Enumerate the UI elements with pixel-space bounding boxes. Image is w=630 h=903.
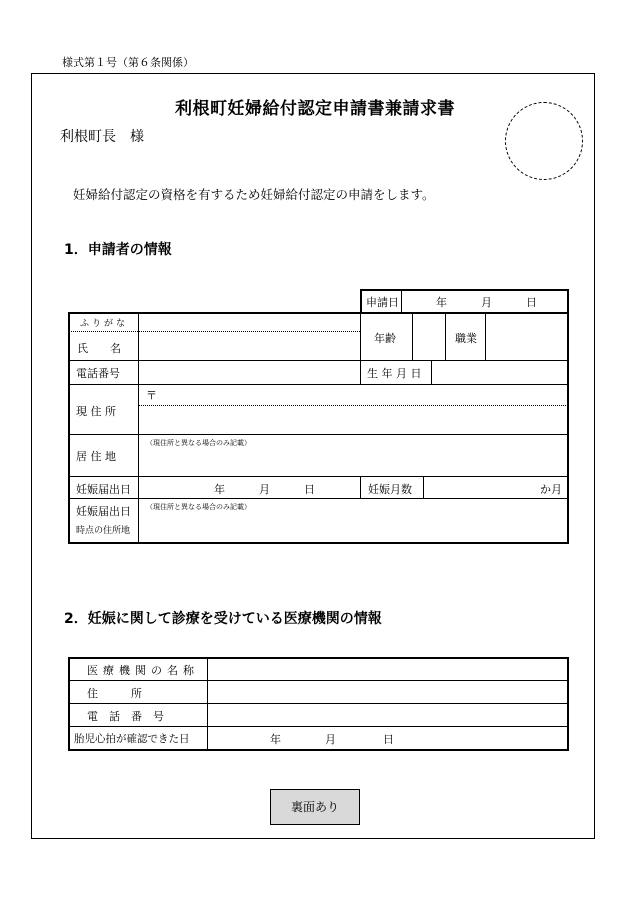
notice-address-label-2: 時点の住所地: [76, 526, 131, 536]
furigana-field[interactable]: [139, 314, 360, 331]
institution-name-field[interactable]: [208, 658, 568, 680]
birthdate-label: 生 年 月 日: [367, 367, 422, 380]
birthdate-field[interactable]: [432, 361, 568, 384]
name-label: 氏 名: [77, 342, 121, 355]
heartbeat-date-label: 胎児心拍が確認できた日: [74, 733, 190, 745]
section2-heading: 2．妊娠に関して診療を受けている医療機関の情報: [64, 611, 382, 627]
lead-text: 妊婦給付認定の資格を有するため妊婦給付認定の申請をします。: [73, 187, 435, 202]
pregnancy-months-label: 妊娠月数: [368, 483, 412, 496]
heartbeat-day-unit: 日: [383, 733, 394, 746]
form-reference: 様式第１号（第６条関係）: [62, 56, 194, 69]
form-title: 利根町妊婦給付認定申請書兼請求書: [175, 99, 455, 119]
residence-note: （現住所と異なる場合のみ記載）: [146, 439, 251, 447]
back-side-button[interactable]: 裏面あり: [270, 789, 360, 825]
months-unit: か月: [540, 483, 562, 496]
institution-phone-field[interactable]: [208, 704, 568, 726]
age-field[interactable]: [413, 314, 445, 359]
notice-year-unit: 年: [214, 483, 225, 496]
application-year-unit: 年: [436, 296, 447, 309]
institution-address-label: 住 所: [87, 687, 142, 700]
furigana-label: ふりがな: [80, 319, 129, 329]
residence-label: 居 住 地: [76, 450, 116, 463]
notice-month-unit: 月: [259, 483, 270, 496]
residence-field[interactable]: [139, 435, 568, 476]
application-day-unit: 日: [526, 296, 537, 309]
institution-phone-label: 電 話 番 号: [87, 710, 164, 723]
notice-address-label-1: 妊娠届出日: [76, 505, 131, 518]
occupation-label: 職業: [455, 332, 477, 345]
notice-address-field[interactable]: [139, 499, 568, 543]
heartbeat-month-unit: 月: [325, 733, 336, 746]
current-address-label: 現 住 所: [76, 405, 116, 418]
occupation-field[interactable]: [486, 314, 568, 359]
age-label: 年齢: [374, 332, 396, 345]
notice-day-unit: 日: [304, 483, 315, 496]
institution-address-field[interactable]: [208, 681, 568, 703]
postal-mark: 〒: [146, 389, 157, 402]
phone-field[interactable]: [139, 361, 360, 384]
pregnancy-notice-date-field[interactable]: [139, 477, 360, 498]
section1-heading: 1．申請者の情報: [64, 242, 172, 258]
seal-circle: [505, 102, 583, 180]
addressee: 利根町長 様: [60, 129, 144, 145]
phone-label: 電話番号: [76, 367, 120, 380]
institution-name-label: 医療機関の名称: [87, 664, 199, 677]
current-address-field[interactable]: [139, 385, 568, 434]
application-date-label: 申請日: [366, 296, 399, 309]
pregnancy-notice-date-label: 妊娠届出日: [76, 483, 131, 496]
heartbeat-year-unit: 年: [270, 733, 281, 746]
notice-address-note: （現住所と異なる場合のみ記載）: [146, 503, 251, 511]
application-month-unit: 月: [481, 296, 492, 309]
name-field[interactable]: [139, 332, 360, 359]
